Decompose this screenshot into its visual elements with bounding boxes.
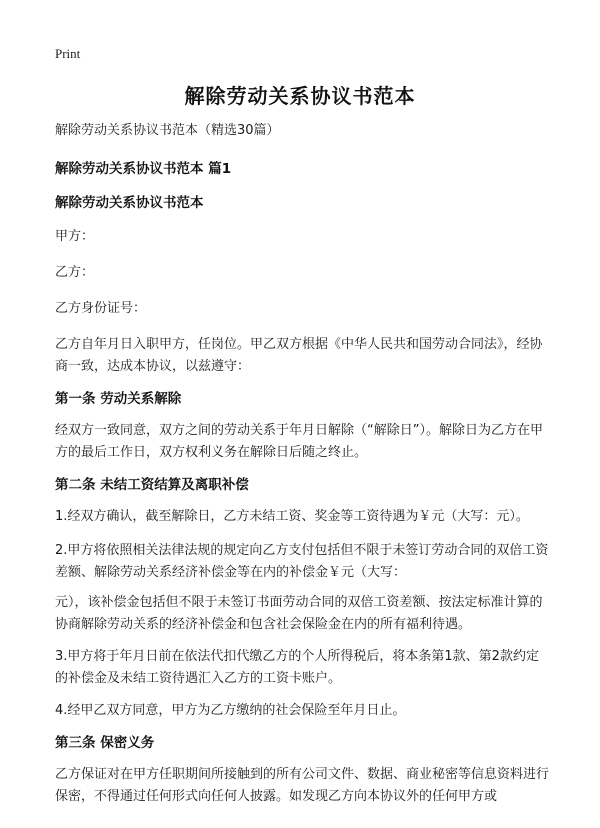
article-2-heading: 第二条 未结工资结算及离职补偿 bbox=[55, 477, 249, 493]
article-2-clause-2: 2.甲方将依照相关法律法规的规定向乙方支付包括但不限于未签订劳动合同的双倍工资差额、解除劳动关系经济补偿金等在内的补偿金￥元（大写： bbox=[55, 543, 549, 580]
article-1-paragraph: 经双方一致同意，双方之间的劳动关系于年月日解除（“解除日”）。解除日为乙方在甲方的最后工作日，双方权利义务在解除日后随之终止。 bbox=[55, 423, 543, 460]
article-3-heading: 第三条 保密义务 bbox=[55, 735, 155, 751]
agreement-heading: 解除劳动关系协议书范本 bbox=[55, 195, 204, 211]
party-b-line: 乙方： bbox=[55, 265, 95, 280]
section-heading: 解除劳动关系协议书范本 篇1 bbox=[55, 161, 232, 177]
print-link[interactable]: Print bbox=[55, 46, 81, 61]
article-2-clause-4: 4.经甲乙双方同意，甲方为乙方缴纳的社会保险至年月日止。 bbox=[55, 703, 406, 718]
article-2-clause-1: 1.经双方确认，截至解除日，乙方未结工资、奖金等工资待遇为￥元（大写：元）。 bbox=[55, 509, 529, 524]
article-2-clause-2-continued: 元），该补偿金包括但不限于未签订书面劳动合同的双倍工资差额、按法定标准计算的协商解除劳动关系的经济补偿金和包含社会保险金在内的所有福利待遇。 bbox=[55, 595, 543, 632]
article-2-clause-3: 3.甲方将于年月日前在依法代扣代缴乙方的个人所得税后，将本条第1款、第2款约定的补偿金及未结工资待遇汇入乙方的工资卡账户。 bbox=[55, 649, 539, 686]
article-1-heading: 第一条 劳动关系解除 bbox=[55, 391, 182, 407]
party-b-id-line: 乙方身份证号： bbox=[55, 301, 147, 316]
intro-paragraph: 乙方自年月日入职甲方，任岗位。甲乙双方根据《中华人民共和国劳动合同法》，经协商一致，达成本协议，以兹遵守： bbox=[55, 337, 543, 374]
article-3-paragraph: 乙方保证对在甲方任职期间所接触到的所有公司文件、数据、商业秘密等信息资料进行保密，不得通过任何形式向任何人披露。如发现乙方向本协议外的任何甲方或 bbox=[55, 767, 550, 804]
party-a-line: 甲方： bbox=[55, 229, 95, 244]
document-body bbox=[55, 120, 550, 808]
page-title: 解除劳动关系协议书范本 bbox=[184, 84, 416, 108]
document-subtitle: 解除劳动关系协议书范本（精选30篇） bbox=[55, 123, 280, 138]
